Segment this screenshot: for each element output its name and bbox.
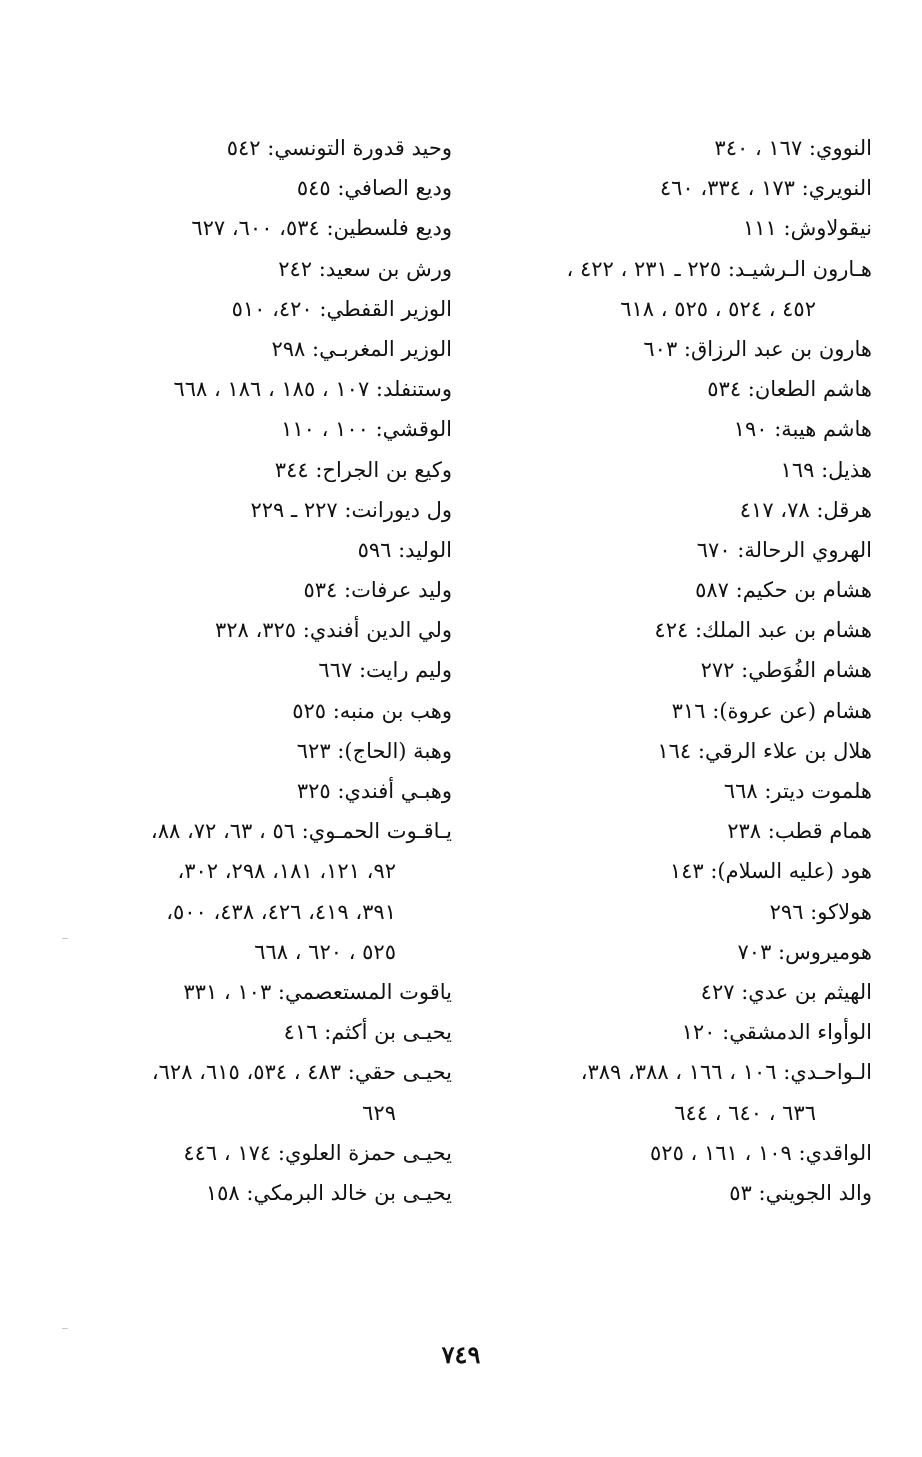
index-entry-continuation: ٦٢٩	[362, 1100, 396, 1125]
index-entry: وهب بن منبه: ٥٢٥	[292, 698, 452, 723]
page-number: ٧٤٩	[441, 1340, 481, 1369]
index-entry: وهبة (الحاج): ٦٢٣	[296, 738, 452, 763]
index-entry-continuation: ٣٩١، ٤١٩، ٤٢٦، ٤٣٨، ٥٠٠،	[166, 899, 396, 924]
index-entry: ول ديورانت: ٢٢٧ ـ ٢٢٩	[250, 497, 452, 522]
index-entry: ولي الدين أفندي: ٣٢٥، ٣٢٨	[214, 618, 452, 643]
index-entry-continuation: ٤٥٢ ، ٥٢٤ ، ٥٢٥ ، ٦١٨	[620, 296, 816, 321]
index-entry: وستنفلد: ١٠٧ ، ١٨٥ ، ١٨٦ ، ٦٦٨	[173, 377, 452, 402]
index-entry: هذيل: ١٦٩	[780, 457, 872, 482]
index-entry: وكيع بن الجراح: ٣٤٤	[274, 457, 452, 482]
index-entry: هولاكو: ٢٩٦	[769, 899, 872, 924]
index-column-right	[472, 128, 872, 1213]
index-entry: هاشم الطعان: ٥٣٤	[707, 377, 872, 402]
index-entry: وديع الصافي: ٥٤٥	[296, 176, 452, 201]
index-entry: النووي: ١٦٧ ، ٣٤٠	[714, 136, 872, 160]
index-entry: هود (عليه السلام): ١٤٣	[669, 859, 872, 884]
index-entry: هـارون الـرشيـد: ٢٢٥ ـ ٢٣١ ، ٤٢٢ ،	[566, 256, 872, 281]
index-entry: الوليد: ٥٩٦	[357, 537, 452, 562]
index-entry: الوقشي: ١٠٠ ، ١١٠	[281, 417, 452, 442]
index-entry: هارون بن عبد الرزاق: ٦٠٣	[643, 336, 872, 361]
index-entry: الوزير المغربـي: ٢٩٨	[271, 336, 452, 361]
index-entry: يحيـى بن أكثم: ٤١٦	[283, 1020, 452, 1045]
index-entry: الـواحـدي: ١٠٦ ، ١٦٦ ، ٣٨٨، ٣٨٩،	[580, 1060, 872, 1085]
index-entry: هشام بن حكيم: ٥٨٧	[695, 578, 872, 603]
index-entry: الواقدي: ١٠٩ ، ١٦١ ، ٥٢٥	[650, 1140, 872, 1165]
index-entry-continuation: ٥٢٥ ، ٦٢٠ ، ٦٦٨	[254, 939, 396, 964]
index-entry: والد الجويني: ٥٣	[729, 1180, 872, 1205]
index-entry: الوأواء الدمشقي: ١٢٠	[681, 1020, 872, 1045]
index-column-left	[57, 128, 452, 1213]
index-entry: نيقولاوش: ١١١	[743, 216, 872, 241]
index-entry: همام قطب: ٢٣٨	[727, 819, 872, 844]
index-entry: وديع فلسطين: ٥٣٤، ٦٠٠، ٦٢٧	[191, 216, 452, 241]
index-entry: هوميروس: ٧٠٣	[737, 939, 872, 964]
index-entry: وليد عرفات: ٥٣٤	[303, 578, 452, 603]
index-entry: هشام (عن عروة): ٣١٦	[671, 698, 872, 723]
index-entry: هاشم هيبة: ١٩٠	[733, 417, 872, 442]
index-entry: يحيـى حمزة العلوي: ١٧٤ ، ٤٤٦	[183, 1140, 452, 1165]
index-entry-continuation: ٩٢، ١٢١، ١٨١، ٢٩٨، ٣٠٢،	[177, 859, 396, 884]
scan-speck	[62, 1328, 68, 1329]
scan-speck	[62, 938, 68, 939]
index-entry: ياقوت المستعصمي: ١٠٣ ، ٣٣١	[183, 979, 452, 1004]
index-entry: يـاقـوت الحمـوي: ٥٦ ، ٦٣، ٧٢، ٨٨،	[150, 819, 452, 844]
index-entry: هلال بن علاء الرقي: ١٦٤	[657, 738, 872, 763]
index-entry: الوزير القفطي: ٤٢٠، ٥١٠	[231, 296, 452, 321]
index-entry: هشام الفُوَطي: ٢٧٢	[700, 658, 872, 683]
index-entry: وليم رايت: ٦٦٧	[318, 658, 452, 683]
index-entry: هرقل: ٧٨، ٤١٧	[739, 497, 872, 522]
index-entry: يحيـى حقي: ٤٨٣ ، ٥٣٤، ٦١٥، ٦٢٨،	[151, 1060, 452, 1085]
index-entry: يحيـى بن خالد البرمكي: ١٥٨	[205, 1180, 452, 1205]
index-entry-continuation: ٦٣٦ ، ٦٤٠ ، ٦٤٤	[674, 1100, 816, 1125]
index-entry: هلموت ديتر: ٦٦٨	[723, 779, 872, 803]
index-entry: وهبـي أفندي: ٣٢٥	[296, 779, 452, 803]
index-entry: النويري: ١٧٣ ، ٣٣٤، ٤٦٠	[659, 176, 872, 201]
index-entry: الهيثم بن عدي: ٤٢٧	[700, 979, 872, 1004]
index-entry: وحيد قدورة التونسي: ٥٤٢	[226, 136, 452, 160]
index-entry: هشام بن عبد الملك: ٤٢٤	[654, 618, 872, 643]
index-entry: ورش بن سعيد: ٢٤٢	[278, 256, 452, 281]
index-entry: الهروي الرحالة: ٦٧٠	[696, 537, 872, 562]
